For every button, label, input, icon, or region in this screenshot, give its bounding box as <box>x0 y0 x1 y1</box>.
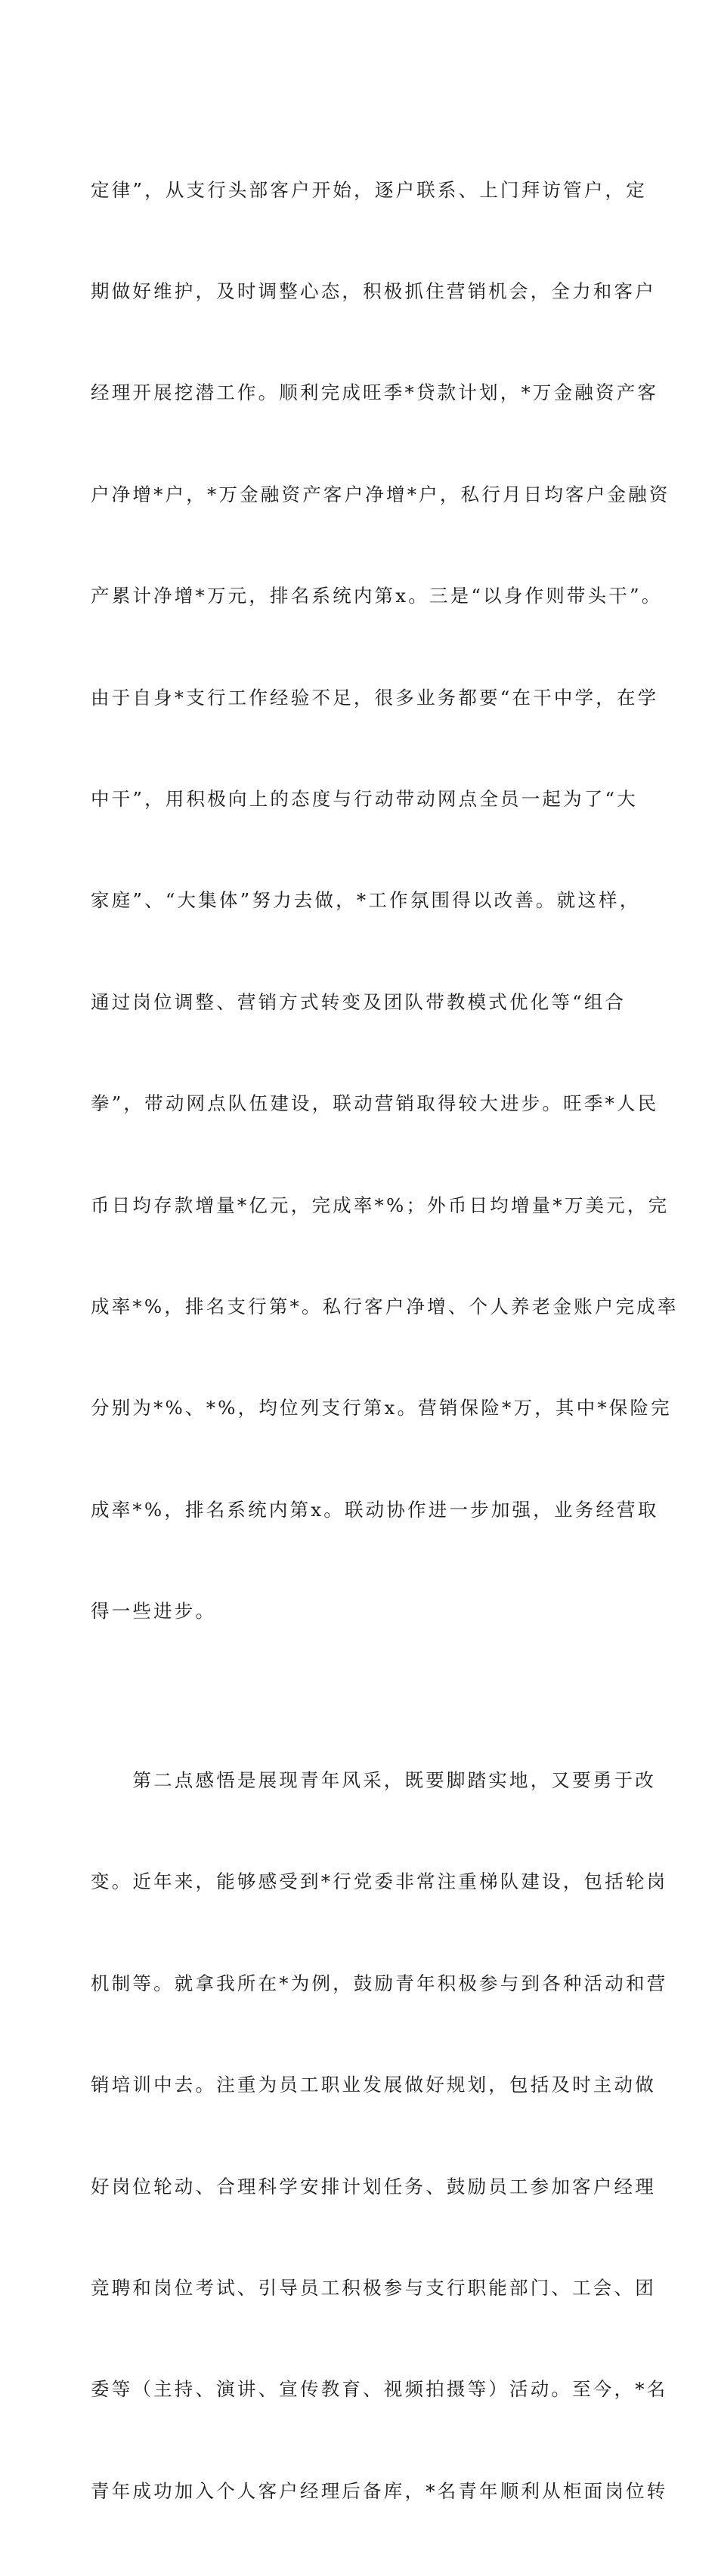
text-line: 由于自身*支行工作经验不足，很多业务都要“在干中学，在学 <box>91 686 659 709</box>
paragraph-1 <box>91 106 679 1696</box>
text-line: 好岗位轮动、合理科学安排计划任务、鼓励员工参加客户经理 <box>91 2175 656 2198</box>
text-line: 机制等。就拿我所在*为例，鼓励青年积极参与到各种活动和营 <box>91 1972 668 1994</box>
text-line: 委等（主持、演讲、宣传教育、视频拍摄等）活动。至今，*名 <box>91 2378 668 2401</box>
body-text <box>91 106 679 2576</box>
text-line: 中干”，用积极向上的态度与行动带动网点全员一起为了“大 <box>91 787 638 810</box>
text-line: 通过岗位调整、营销方式转变及团队带教模式优化等“组合 <box>91 990 627 1013</box>
text-line: 得一些进步。 <box>91 1600 217 1623</box>
text-line: 第二点感悟是展现青年风采，既要脚踏实地，又要勇于改 <box>91 1769 656 1792</box>
text-line: 家庭”、“大集体”努力去做，*工作氛围得以改善。就这样， <box>91 889 641 912</box>
text-line: 销培训中去。注重为员工职业发展做好规划，包括及时主动做 <box>91 2074 656 2096</box>
text-line: 青年成功加入个人客户经理后备库，*名青年顺利从柜面岗位转 <box>91 2479 668 2502</box>
text-line: 成率*%，排名系统内第x。联动协作进一步加强，业务经营取 <box>91 1498 659 1521</box>
text-line: 成率*%，排名支行第*。私行客户净增、个人养老金账户完成率 <box>91 1295 679 1317</box>
text-line: 期做好维护，及时调整心态，积极抓住营销机会，全力和客户 <box>91 280 656 302</box>
text-line: 户净增*户，*万金融资产客户净增*户，私行月日均客户金融资 <box>91 483 670 505</box>
text-line: 定律”，从支行头部客户开始，逐户联系、上门拜访管户，定 <box>91 178 647 201</box>
text-line: 产累计净增*万元，排名系统内第x。三是“以身作则带头干”。 <box>91 585 663 607</box>
text-line: 经理开展挖潜工作。顺利完成旺季*贷款计划，*万金融资产客 <box>91 381 659 404</box>
text-line: 拳”，带动网点队伍建设，联动营销取得较大进步。旺季*人民 <box>91 1092 659 1115</box>
text-line: 竞聘和岗位考试、引导员工积极参与支行职能部门、工会、团 <box>91 2277 656 2299</box>
text-line: 分别为*%、*%，均位列支行第x。营销保险*万，其中*保险完 <box>91 1397 672 1419</box>
text-line: 变。近年来，能够感受到*行党委非常注重梯队建设，包括轮岗 <box>91 1870 668 1893</box>
paragraph-2 <box>91 1696 668 2576</box>
text-line: 币日均存款增量*亿元，完成率*%；外币日均增量*万美元，完 <box>91 1194 670 1216</box>
